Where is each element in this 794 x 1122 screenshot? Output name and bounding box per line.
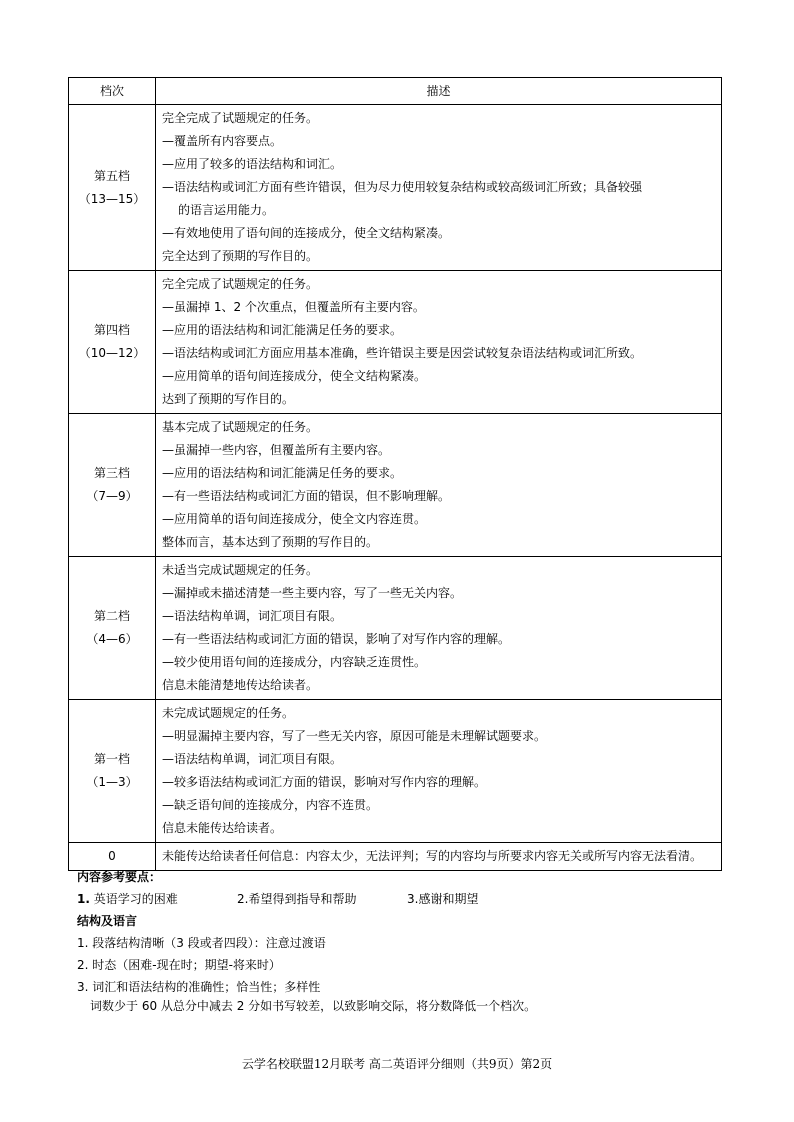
level-name: 第二档 <box>93 609 130 623</box>
table-row <box>69 557 722 700</box>
level-cell <box>69 557 156 700</box>
level-cell <box>69 700 156 843</box>
key-points-heading: 内容参考要点： <box>77 870 162 884</box>
description-line: —有一些语法结构或词汇方面的错误，影响了对写作内容的理解。 <box>162 632 511 646</box>
structure-item: 3. 词汇和语法结构的准确性；恰当性；多样性 <box>77 980 321 994</box>
level-name: 第五档 <box>93 168 130 183</box>
description-line: —语法结构单调，词汇项目有限。 <box>162 752 343 766</box>
description-line: 完全完成了试题规定的任务。 <box>162 277 319 291</box>
description-line: —漏掉或未描述清楚一些主要内容，写了一些无关内容。 <box>162 586 463 600</box>
key-points-list <box>77 888 737 910</box>
header-description: 描述 <box>156 78 722 105</box>
description-line: —应用简单的语句间连接成分，使全文内容连贯。 <box>162 512 427 526</box>
description-line: 整体而言，基本达到了预期的写作目的。 <box>162 535 379 549</box>
description-line: —语法结构或词汇方面有些许错误，但为尽力使用较复杂结构或较高级词汇所致；具备较强 <box>162 180 643 194</box>
description-line: —较多语法结构或词汇方面的错误，影响对写作内容的理解。 <box>162 775 487 789</box>
description-line: —虽漏掉一些内容，但覆盖所有主要内容。 <box>162 443 391 457</box>
description-line: —虽漏掉 1、2 个次重点，但覆盖所有主要内容。 <box>162 300 425 314</box>
word-count-note: 词数少于 60 从总分中减去 2 分如书写较差，以致影响交际，将分数降低一个档次。 <box>90 999 537 1013</box>
level-name: 0 <box>108 849 116 863</box>
description-line: —较少使用语句间的连接成分，内容缺乏连贯性。 <box>162 655 427 669</box>
description-line: —应用的语法结构和词汇能满足任务的要求。 <box>162 466 403 480</box>
description-line: —覆盖所有内容要点。 <box>162 134 283 148</box>
key-point-2: 2.希望得到指导和帮助 <box>237 892 357 906</box>
key-point-1-number: 1. <box>77 892 90 906</box>
level-range: （13—15） <box>78 191 146 206</box>
level-name: 第三档 <box>93 466 130 480</box>
description-line: —应用的语法结构和词汇能满足任务的要求。 <box>162 323 403 337</box>
scoring-rubric-table <box>68 77 722 871</box>
description-line: 完全达到了预期的写作目的。 <box>162 249 319 263</box>
description-line: —有效地使用了语句间的连接成分，使全文结构紧凑。 <box>162 226 451 240</box>
level-range: （1—3） <box>86 775 138 789</box>
content-key-points <box>77 866 737 998</box>
table-row <box>69 105 722 271</box>
level-cell <box>69 271 156 414</box>
description-line: 未适当完成试题规定的任务。 <box>162 563 319 577</box>
description-line: 未完成试题规定的任务。 <box>162 706 295 720</box>
key-point-3: 3.感谢和期望 <box>407 892 479 906</box>
level-name: 第四档 <box>93 323 130 337</box>
level-name: 第一档 <box>93 752 130 766</box>
description-line: 达到了预期的写作目的。 <box>162 392 295 406</box>
description-line: 完全完成了试题规定的任务。 <box>162 111 319 125</box>
description-cell <box>156 414 722 557</box>
level-cell <box>69 105 156 271</box>
description-line: 信息未能传达给读者。 <box>162 821 283 835</box>
header-level: 档次 <box>69 78 156 105</box>
description-line: 基本完成了试题规定的任务。 <box>162 420 319 434</box>
description-line: —语法结构单调，词汇项目有限。 <box>162 609 343 623</box>
key-point-1 <box>77 888 237 910</box>
description-cell <box>156 557 722 700</box>
description-line: 信息未能清楚地传达给读者。 <box>162 678 319 692</box>
level-range: （4—6） <box>86 632 138 646</box>
table-row <box>69 700 722 843</box>
table-row <box>69 414 722 557</box>
description-line: —有一些语法结构或词汇方面的错误，但不影响理解。 <box>162 489 451 503</box>
level-cell <box>69 414 156 557</box>
description-cell <box>156 105 722 271</box>
table-header-row <box>69 78 722 105</box>
description-cell <box>156 700 722 843</box>
level-range: （7—9） <box>86 489 138 503</box>
level-range: （10—12） <box>78 346 146 360</box>
description-line: —缺乏语句间的连接成分，内容不连贯。 <box>162 798 379 812</box>
table-row <box>69 271 722 414</box>
structure-heading: 结构及语言 <box>77 914 138 928</box>
description-line: 未能传达给读者任何信息：内容太少，无法评判；写的内容均与所要求内容无关或所写内容无法看清。 <box>162 849 703 863</box>
page-footer: 云学名校联盟12月联考 高二英语评分细则（共9页）第2页 <box>241 1057 553 1071</box>
description-line: 的语言运用能力。 <box>178 203 275 217</box>
description-line: —应用简单的语句间连接成分，使全文结构紧凑。 <box>162 369 427 383</box>
description-line: —应用了较多的语法结构和词汇。 <box>162 157 343 171</box>
key-point-1-text: 英语学习的困难 <box>93 892 178 906</box>
structure-item: 1. 段落结构清晰（3 段或者四段）：注意过渡语 <box>77 936 326 950</box>
structure-item: 2. 时态（困难-现在时；期望-将来时） <box>77 958 281 972</box>
description-cell <box>156 271 722 414</box>
description-line: —明显漏掉主要内容，写了一些无关内容，原因可能是未理解试题要求。 <box>162 729 547 743</box>
description-line: —语法结构或词汇方面应用基本准确，些许错误主要是因尝试较复杂语法结构或词汇所致。 <box>162 346 643 360</box>
